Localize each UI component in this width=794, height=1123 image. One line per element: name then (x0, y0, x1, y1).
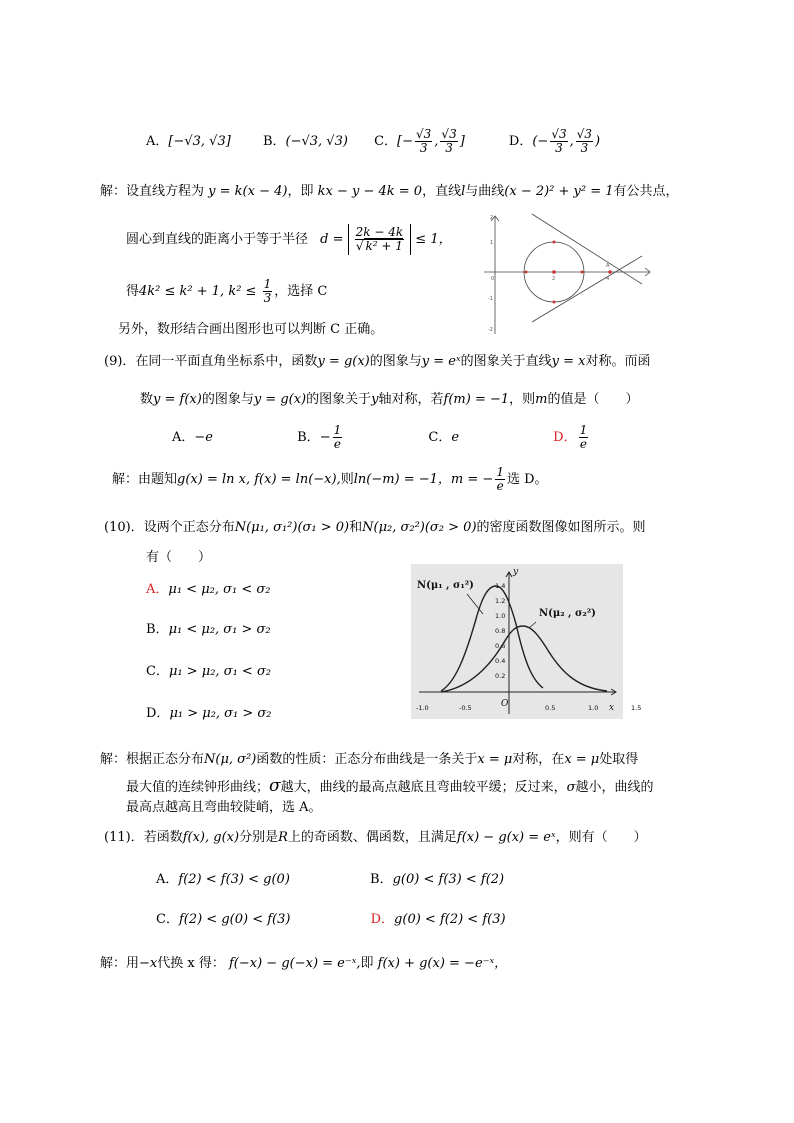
q11-solution: 解：用−x代换 x 得： f(−x) − g(−x) = e⁻ˣ,即 f(x) + g(x) = −e⁻ˣ， (100, 956, 508, 971)
q10-curve-1 (441, 586, 543, 691)
q9-option-d: D． $\frac{1}{e}$ (553, 423, 588, 451)
q9-option-b: B．− $\frac{1}{e}$ (297, 423, 342, 451)
q10-ytick-label: 0.2 (495, 672, 506, 680)
q8-circle-figure (482, 212, 657, 337)
q8-tick-x4: 4 (606, 276, 610, 282)
q10-xtick-label: 1.5 (631, 704, 642, 712)
q8-option-a: A．[−√3, √3] (146, 134, 231, 149)
q9-option-c: C．e (428, 430, 460, 445)
q10-curve-2 (441, 626, 607, 692)
q9-options (172, 424, 590, 451)
q8-tangent-lower (532, 256, 642, 322)
q10-solution-line1: 解：根据正态分布N(μ, σ²)函数的性质：正态分布曲线是一条关于x = μ对称，在x = μ处取得 (100, 752, 639, 767)
q9-stem-line1: (9)．在同一平面直角坐标系中，函数y = g(x)的图象与y = eˣ的图象关于直线y = x对称。而函 (104, 354, 651, 369)
q8-tick-0: 0 (491, 276, 495, 282)
q8-solution-line3: 得4k² ≤ k² + 1, k² ≤ $\frac{1}{3}$ ，选择 C (126, 277, 328, 305)
q10-xtick-label: -1.0 (416, 704, 429, 712)
q10-solution-line2: 最大值的连续钟形曲线；σ越大，曲线的最高点越底且弯曲较平缓；反过来，σ越小，曲线的 (126, 776, 654, 796)
q10-normal-figure (411, 564, 642, 719)
q8-tick-x2: 2 (552, 276, 556, 282)
q8-solution-line2: 圆心到直线的距离小于等于半径 d = $\frac{2k - 4k}{\text{√ k² + 1}}$ ≤ 1， (126, 225, 452, 253)
q10-ytick-label: 1.4 (495, 582, 506, 590)
q9-solution: 解：由题知g(x) = ln x, f(x) = ln(−x),则ln(−m) = −1，m = − $\frac{1}{e}$ 选 D。 (112, 465, 548, 493)
q8-option-d: D．(− $\frac{√3}{3}$ , $\frac{√3}{3}$ ) (508, 127, 601, 155)
q8-solution-line4: 另外，数形结合画出图形也可以判断 C 正确。 (118, 322, 384, 337)
q10-stem-line2: 有（ ） (146, 550, 212, 565)
q10-solution-line3: 最高点越高且弯曲较陡峭，选 A。 (126, 800, 322, 815)
q10-ytick-label: 0.4 (495, 657, 506, 665)
q10-ytick-label: 1.0 (495, 612, 506, 620)
q10-pointer-2 (529, 622, 536, 628)
q8-options (146, 128, 600, 155)
q8-point-x3 (581, 271, 584, 274)
q10-x-label: x (609, 703, 615, 713)
q10-xtick-label: 1.0 (588, 704, 599, 712)
q8-tick-neg1: -1 (488, 296, 493, 302)
q8-tick-2: 2 (490, 215, 494, 221)
q8-solution-line1: 解：设直线方程为 y = k(x − 4)，即 kx − y − 4k = 0，直线l与曲线(x − 2)² + y² = 1有公共点， (100, 184, 679, 199)
q11-option-d: D．g(0) < f(2) < f(3) (370, 912, 506, 927)
q10-ytick-label: 0.8 (495, 627, 506, 635)
q8-tick-1: 1 (490, 240, 494, 246)
q11-option-b: B．g(0) < f(3) < f(2) (370, 872, 505, 887)
q8-point-x1 (525, 271, 528, 274)
q8-point-top (553, 241, 556, 244)
q10-y-label: y (513, 567, 519, 577)
q10-option-d: D．μ₁ > μ₂, σ₁ > σ₂ (146, 706, 272, 721)
q9-stem-line2: 数y = f(x)的图象与y = g(x)的图象关于y轴对称，若f(m) = −1，则m的值是（ ） (140, 392, 639, 407)
q8-point-A (608, 270, 612, 274)
q8-center-point (552, 270, 556, 274)
q8-point-bottom (553, 301, 556, 304)
q9-option-a: A．−e (172, 430, 213, 445)
q10-ytick-label: 0.6 (495, 642, 506, 650)
q11-option-a: A．f(2) < f(3) < g(0) (156, 872, 290, 887)
q10-stem-line1: (10)．设两个正态分布N(μ₁, σ₁²)(σ₁ > 0)和N(μ₂, σ₂²)(σ₂ > 0)的密度函数图像如图所示。则 (104, 520, 646, 535)
q11-options-row1 (156, 868, 504, 887)
q8-label-A: A (606, 263, 610, 269)
q10-curve1-label: N(μ₁ , σ₁²) (417, 580, 474, 591)
q10-origin: O (501, 699, 509, 709)
q8-tick-neg2: -2 (488, 327, 493, 333)
q10-curve2-label: N(μ₂ , σ₂²) (539, 608, 596, 619)
q8-tangent-upper (532, 214, 642, 284)
q11-option-c: C．f(2) < g(0) < f(3) (156, 912, 291, 927)
q11-options-row2 (156, 908, 506, 927)
q8-option-b: B．(−√3, √3) (262, 134, 348, 149)
q10-ytick-label: 1.2 (495, 597, 506, 605)
q10-xtick-label: 0.5 (545, 704, 556, 712)
q8-option-c: C．[− $\frac{√3}{3}$ , $\frac{√3}{3}$ ] (374, 127, 465, 155)
q10-option-b: B．μ₁ < μ₂, σ₁ > σ₂ (146, 622, 271, 637)
q10-option-c: C．μ₁ > μ₂, σ₁ < σ₂ (146, 664, 272, 679)
q10-xtick-label: -0.5 (459, 704, 472, 712)
q10-option-a: A．μ₁ < μ₂, σ₁ < σ₂ (146, 582, 271, 597)
q11-stem: (11)．若函数f(x), g(x)分别是R上的奇函数、偶函数，且满足f(x) − g(x) = eˣ，则有（ ） (104, 830, 647, 845)
